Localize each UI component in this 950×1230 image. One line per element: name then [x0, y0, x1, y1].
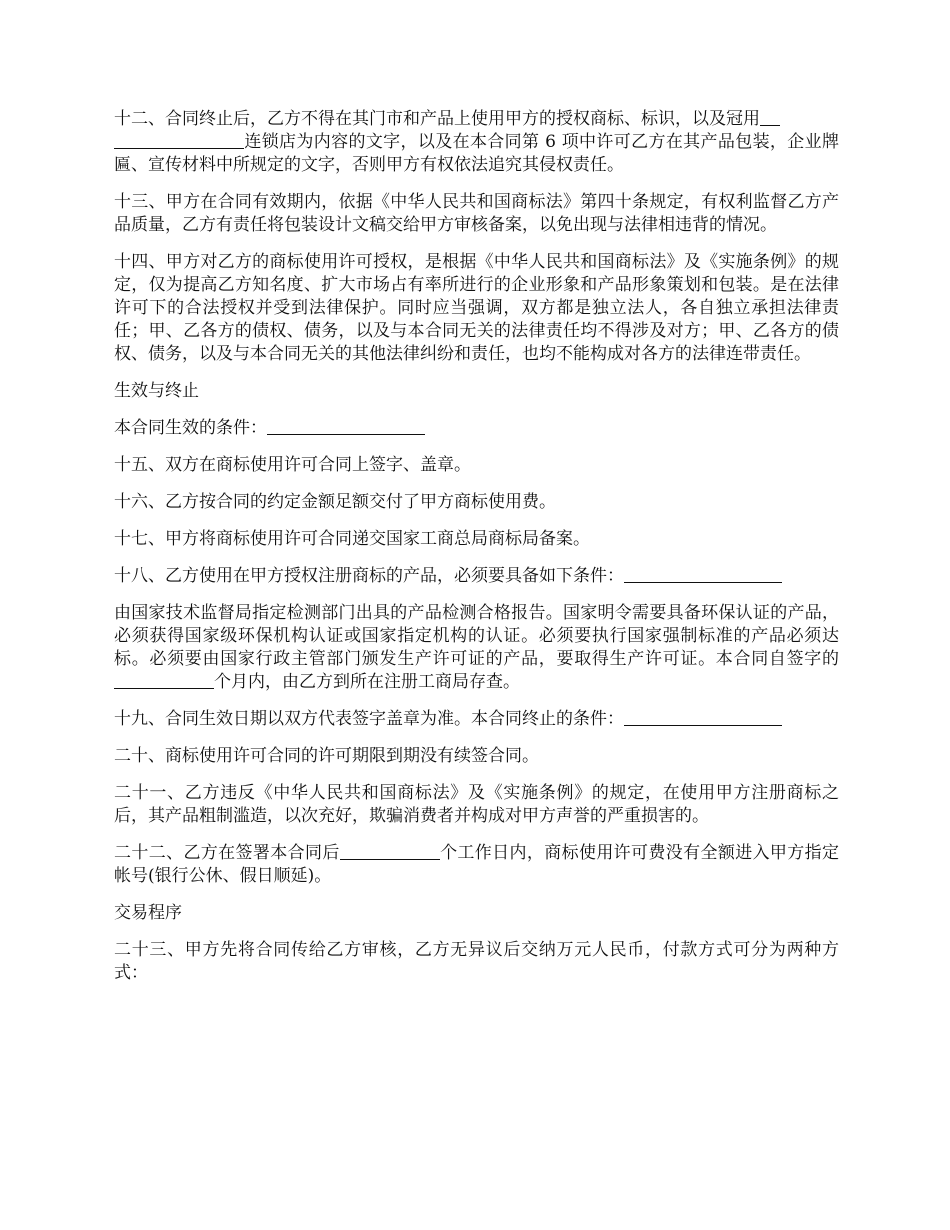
clause-16: 十六、乙方按合同的约定金额足额交付了甲方商标使用费。 — [114, 492, 556, 512]
clause-18 — [114, 565, 839, 588]
clause-22 — [114, 842, 839, 888]
blank-field[interactable] — [624, 708, 782, 726]
clause-15: 十五、双方在商标使用许可合同上签字、盖章。 — [114, 455, 471, 475]
document-page — [114, 108, 839, 999]
blank-field[interactable] — [267, 417, 425, 435]
clause-22-text-b: 个工作日内，商标使用许可费没有全额进入甲方指定帐号(银行公休、假日顺延)。 — [114, 843, 840, 886]
clause-13: 十三、甲方在合同有效期内，依据《中华人民共和国商标法》第四十条规定，有权利监督乙方产品质量，乙方有责任将包装设计文稿交给甲方审核备案，以免出现与法律相违背的情况。 — [114, 192, 839, 235]
clause-12-text-a: 十二、合同终止后，乙方不得在其门市和产品上使用甲方的授权商标、标识，以及冠用 — [114, 109, 760, 129]
effective-conditions — [114, 417, 839, 440]
clause-14: 十四、甲方对乙方的商标使用许可授权，是根据《中华人民共和国商标法》及《实施条例》的规定，仅为提高乙方知名度、扩大市场占有率所进行的企业形象和产品形象策划和包装。是在法律许可下的合法授权并受到法律保护。同时应当强调，双方都是独立法人，各自独立承担法律责任；甲、乙各方的债权、债务，以及与本合同无关的法律责任均不得涉及对方；甲、乙各方的债权、债务，以及与本合同无关的其他法律纠纷和责任，也均不能构成对各方的法律连带责任。 — [114, 252, 839, 364]
clause-12 — [114, 108, 839, 177]
blank-field[interactable] — [114, 671, 214, 689]
effective-conditions-text: 本合同生效的条件： — [114, 418, 267, 438]
clause-19-text: 十九、合同生效日期以双方代表签字盖章为准。本合同终止的条件： — [114, 709, 624, 729]
clause-19 — [114, 708, 839, 731]
clause-17: 十七、甲方将商标使用许可合同递交国家工商总局商标局备案。 — [114, 529, 590, 549]
section-heading-trade: 交易程序 — [114, 903, 182, 923]
clause-18-detail — [114, 602, 839, 694]
blank-field[interactable] — [340, 842, 440, 860]
blank-field[interactable] — [760, 108, 780, 126]
clause-22-text-a: 二十二、乙方在签署本合同后 — [114, 843, 340, 863]
clause-18-detail-text-b: 个月内，由乙方到所在注册工商局存查。 — [214, 672, 520, 692]
clause-12-text-b: 连锁店为内容的文字，以及在本合同第 6 项中许可乙方在其产品包装，企业牌匾、宣传材料中所规定的文字，否则甲方有权依法追究其侵权责任。 — [114, 132, 839, 175]
blank-field[interactable] — [624, 565, 782, 583]
clause-23: 二十三、甲方先将合同传给乙方审核，乙方无异议后交纳万元人民币，付款方式可分为两种方式： — [114, 940, 839, 983]
clause-20: 二十、商标使用许可合同的许可期限到期没有续签合同。 — [114, 746, 539, 766]
blank-field[interactable] — [114, 131, 244, 149]
clause-18-text: 十八、乙方使用在甲方授权注册商标的产品，必须要具备如下条件： — [114, 566, 624, 586]
section-heading-effect: 生效与终止 — [114, 381, 199, 401]
clause-21: 二十一、乙方违反《中华人民共和国商标法》及《实施条例》的规定，在使用甲方注册商标之后，其产品粗制滥造，以次充好，欺骗消费者并构成对甲方声誉的严重损害的。 — [114, 783, 839, 826]
clause-18-detail-text-a: 由国家技术监督局指定检测部门出具的产品检测合格报告。国家明令需要具备环保认证的产品，必须获得国家级环保机构认证或国家指定机构的认证。必须要执行国家强制标准的产品必须达标。必须要由国家行政主管部门颁发生产许可证的产品，要取得生产许可证。本合同自签字的 — [114, 603, 839, 669]
